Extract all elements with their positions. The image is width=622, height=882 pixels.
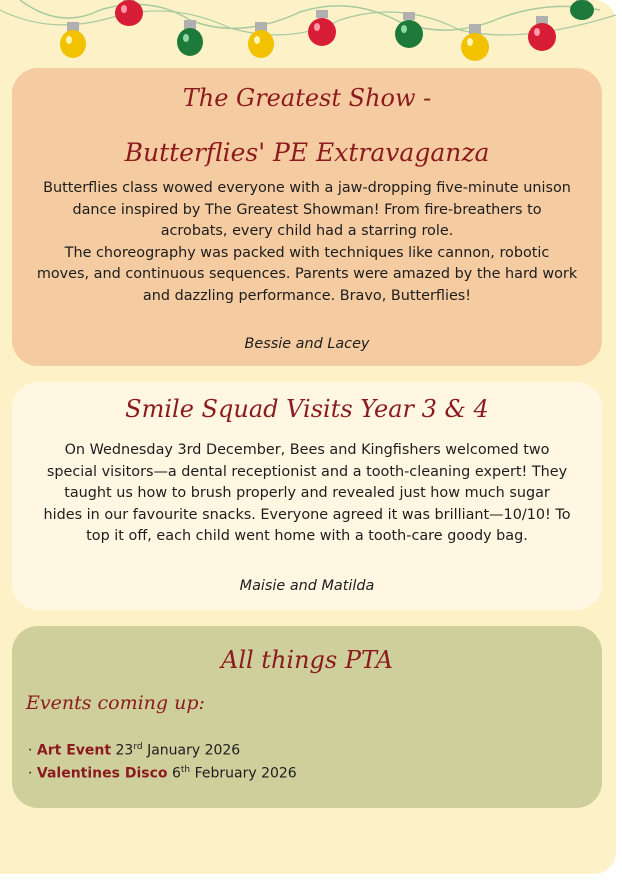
event-item: · Art Event 23rd January 2026: [28, 742, 241, 759]
event-name: Art Event: [36, 742, 112, 759]
article-body: [22, 440, 592, 548]
bulb-yellow-icon: [60, 22, 86, 58]
section-title: All things PTA: [220, 646, 394, 674]
text-line: acrobats, every child had a starring role.: [160, 223, 454, 240]
bulb-red-icon: [308, 10, 336, 46]
events-subtitle: Events coming up:: [26, 692, 205, 714]
text-line: hides in our favourite snacks. Everyone agreed it was brilliant—10/10! To: [43, 506, 571, 523]
text-line: taught us how to brush properly and revealed just how much sugar: [64, 485, 550, 502]
text-line: Butterflies class wowed everyone with a jaw-dropping five-minute unison: [43, 180, 571, 196]
article-author: Maisie and Matilda: [239, 578, 375, 594]
bulb-green-icon: [395, 12, 423, 48]
event-name: Valentines Disco: [36, 765, 168, 782]
smile-squad-article: [12, 382, 602, 610]
text-line: and dazzling performance. Bravo, Butterflies!: [142, 287, 472, 304]
bulb-green-icon: [570, 0, 594, 20]
text-line: top it off, each child went home with a tooth-care goody bag.: [86, 528, 528, 545]
bulb-green-icon: [177, 20, 203, 56]
text-line: dance inspired by The Greatest Showman! From fire-breathers to: [72, 201, 542, 218]
pta-section: [12, 626, 602, 808]
christmas-lights-decoration: [0, 0, 616, 70]
article-author: Bessie and Lacey: [244, 336, 370, 352]
bulb-red-icon: [528, 16, 556, 51]
event-item: · Valentines Disco 6th February 2026: [28, 765, 297, 782]
article-title: Smile Squad Visits Year 3 & 4: [125, 395, 489, 423]
bulb-yellow-icon: [461, 24, 489, 61]
text-line: On Wednesday 3rd December, Bees and Kingfishers welcomed two: [64, 442, 550, 458]
text-line: moves, and continuous sequences. Parents were amazed by the hard work: [36, 266, 578, 283]
bulb-red-icon: [115, 0, 143, 26]
text-line: The choreography was packed with techniques like cannon, robotic: [64, 244, 550, 261]
article-title-line1: The Greatest Show -: [182, 84, 432, 112]
article-body: [22, 178, 592, 308]
greatest-show-article: [12, 68, 602, 366]
article-title-line2: Butterflies' PE Extravaganza: [124, 138, 490, 167]
text-line: special visitors—a dental receptionist and a tooth-cleaning expert! They: [46, 463, 568, 480]
